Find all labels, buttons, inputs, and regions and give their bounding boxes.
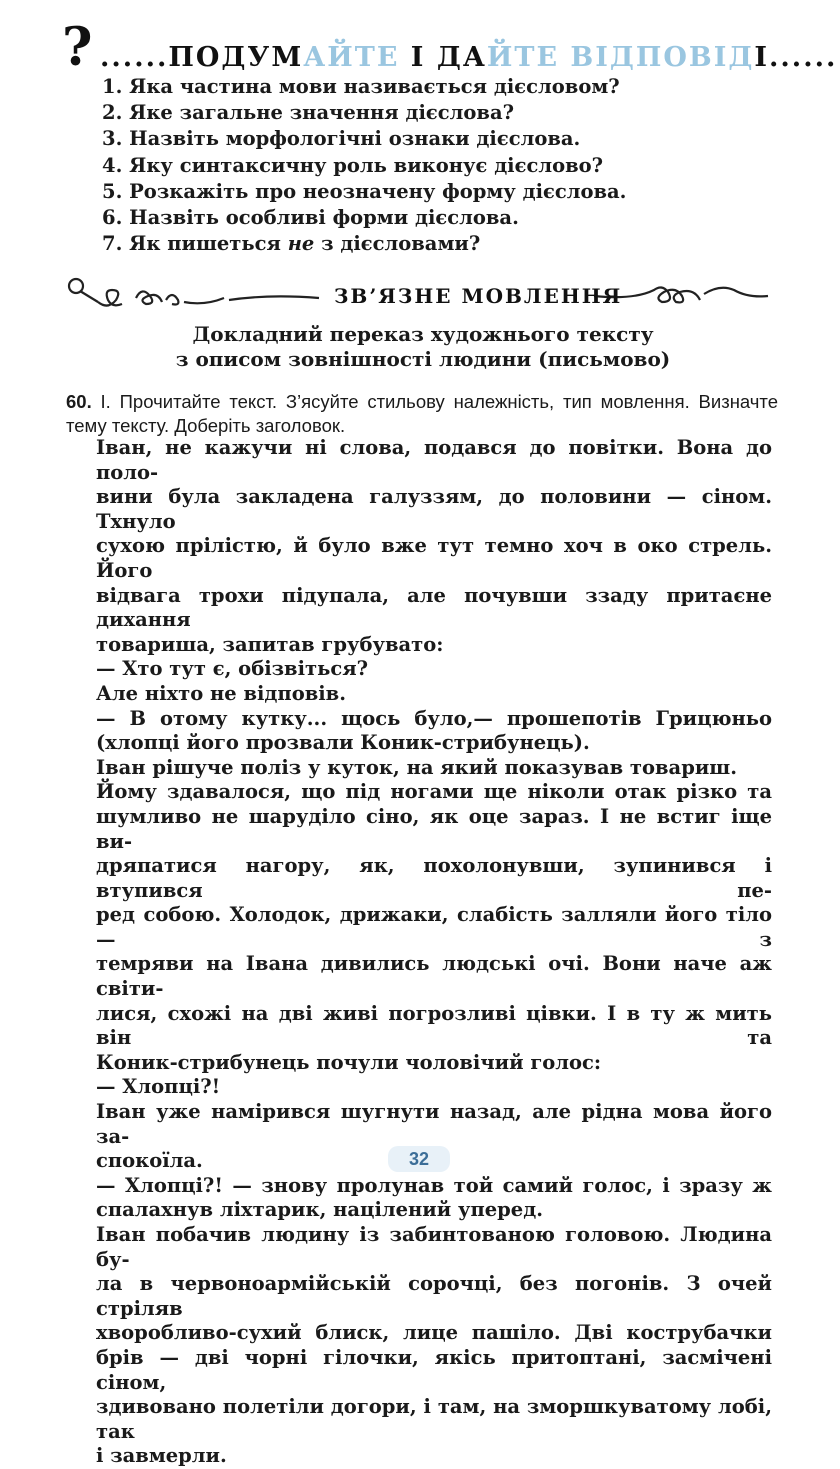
story-line: (хлопці його прозвали Коник-стрибунець).	[96, 731, 590, 755]
story-line: Але ніхто не відповів.	[96, 681, 347, 705]
subheading-line-1: Докладний переказ художнього тексту	[192, 322, 654, 346]
story-line: шумливо не шаруділо сіно, як оце зараз. І не встиг іще ви-	[96, 804, 772, 853]
story-line: і завмерли.	[96, 1444, 227, 1468]
questions-header-title: ......ПОДУМАЙТЕ І ДАЙТЕ ВІДПОВІДІ......	[100, 42, 838, 73]
question-item: 1. Яка частина мови називається дієсловом?	[102, 75, 620, 98]
question-item: 3. Назвіть морфологічні ознаки дієслова.	[102, 127, 581, 151]
story-line: — Хлопці?!	[96, 1075, 221, 1099]
story-line: вини була закладена галуззям, до половини — сіном. Тхнуло	[96, 485, 772, 533]
story-line: Іван, не кажучи ні слова, подався до повітки. Вона до поло-	[96, 436, 772, 484]
story-line: — Хлопці?! — знову пролунав той самий голос, і зразу ж	[96, 1173, 772, 1197]
story-line: товариша, запитав грубувато:	[96, 632, 444, 656]
story-line: ла в червоноармійській сорочці, без погонів. З очей стріляв	[96, 1272, 772, 1320]
questions-header-banner	[62, 17, 838, 78]
story-line: ред собою. Холодок, дрижаки, слабість залляли його тіло — з	[96, 903, 772, 951]
question-item: 4. Яку синтаксичну роль виконує дієслово?	[102, 153, 604, 177]
task-instruction: 60. І. Прочитайте текст. З’ясуйте стильову належність, тип мовлення. Визначте тему тексту. Доберіть заголовок.	[66, 391, 778, 436]
question-item: 6. Назвіть особливі форми дієслова.	[102, 206, 519, 230]
story-line: Іван побачив людину із забинтованою головою. Людина бу-	[96, 1223, 772, 1271]
question-mark-icon: ?	[62, 17, 93, 78]
story-line: спокоїла.	[96, 1149, 203, 1173]
story-line: — В отому кутку... щось було,— прошепотів Грицюньо	[96, 706, 772, 730]
question-item: 2. Яке загальне значення дієслова?	[102, 101, 515, 125]
story-line: лися, схожі на дві живі погрозливі цівки. І в ту ж мить він та	[96, 1001, 772, 1050]
question-item: 5. Розкажіть про неозначену форму дієслова.	[102, 179, 627, 203]
story-line: здивовано полетіли догори, і там, на зморшкуватому лобі, так	[96, 1395, 772, 1443]
section-title: ЗВ’ЯЗНЕ МОВЛЕННЯ	[334, 284, 623, 308]
question-item: 7. Як пишеться не з дієсловами?	[102, 232, 481, 256]
story-line: дряпатися нагору, як, похолонувши, зупинився і втупився пе-	[96, 854, 772, 902]
story-line: — Хто тут є, обізвіться?	[96, 657, 369, 681]
story-line: Іван уже намірився шугнути назад, але рідна мова його за-	[96, 1100, 772, 1148]
story-line: спалахнув ліхтарик, націлений уперед.	[96, 1198, 543, 1222]
story-line: Іван рішуче поліз у куток, на який показував товариш.	[96, 755, 738, 779]
story-line: Йому здавалося, що під ногами ще ніколи отак різко та	[96, 780, 772, 804]
story-line: відвага трохи підупала, але почувши ззаду притаєне дихання	[96, 583, 772, 632]
story-line: хворобливо-сухий блиск, лице пашіло. Дві кострубачки	[96, 1321, 772, 1345]
story-line: Коник-стрибунець почули чоловічий голос:	[96, 1050, 602, 1074]
page-number: 32	[388, 1146, 450, 1172]
subheading-line-2: з описом зовнішності людини (письмово)	[175, 347, 671, 371]
story-line: темряви на Івана дивились людські очі. Вони наче аж світи-	[96, 952, 772, 1001]
questions-list	[102, 74, 626, 257]
story-text	[96, 436, 772, 1469]
story-line: брів — дві чорні гілочки, якісь притоптані, засмічені сіном,	[96, 1345, 772, 1394]
story-line: сухою прілістю, й було вже тут темно хоч в око стрель. Його	[96, 534, 772, 582]
section-banner	[64, 272, 782, 316]
